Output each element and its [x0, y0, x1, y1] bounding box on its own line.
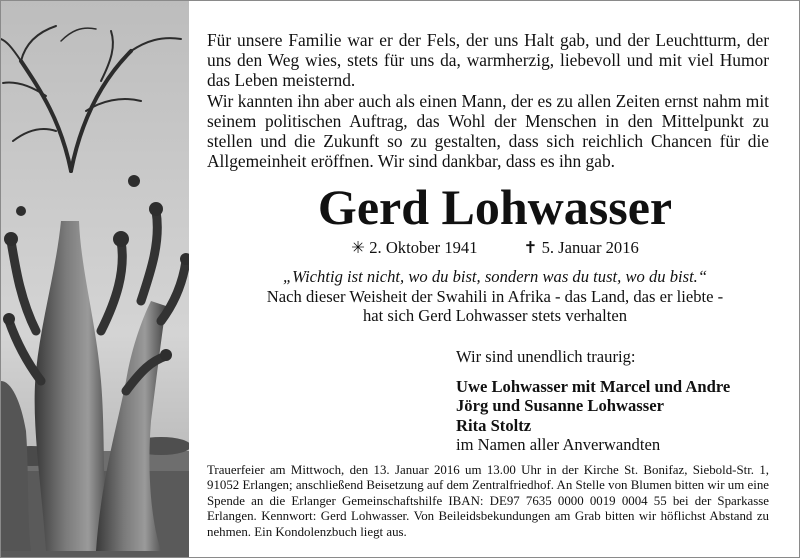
mourner-name: Uwe Lohwasser mit Marcel und Andre — [456, 376, 731, 396]
funeral-details: Trauerfeier am Mittwoch, den 13. Januar 2016 um 13.00 Uhr in der Kirche St. Bonifaz, Siebold-Str. 1, 91052 Erlangen; anschließend Beisetzung auf dem Zentralfriedhof. An Stelle von Blumen bitten wir um eine Spende an die Erlanger Gemeinschaftshilfe IBAN: DE97 7635 0000 0019 0004 55 bei der Sparkasse Erlangen. Kennwort: Gerd Lohwasser. Von Beileidsbekundungen am Grab bitten wir höflichst Abstand zu nehmen. Ein Kondolenzbuch liegt aus. — [207, 463, 769, 539]
death-date: ✝ 5. Januar 2016 — [523, 238, 639, 257]
birth-date: ✳ 2. Oktober 1941 — [351, 238, 478, 257]
mourners-block — [456, 347, 786, 455]
quote-text: „Wichtig ist nicht, wo du bist, sondern was du tust, wo du bist.“ — [282, 267, 708, 286]
mourner-name: Jörg und Susanne Lohwasser — [456, 396, 664, 416]
swahili-quote-block — [191, 267, 799, 326]
mourner-name: Rita Stoltz — [456, 415, 532, 435]
tribute-text — [207, 30, 769, 171]
baobab-tree-photo — [1, 1, 189, 557]
quote-line-2: hat sich Gerd Lohwasser stets verhalten — [362, 306, 628, 326]
mourners-lead: Wir sind unendlich traurig: — [456, 347, 636, 366]
tribute-paragraph-politics: Wir kannten ihn aber auch als einen Mann, der es zu allen Zeiten ernst nahm mit seinem politischen Auftrag, das Wohl der Menschen in den Mittelpunkt zu stellen und die Zukunft so zu gestalten, dass sich reichlich Chancen für die Allgemeinheit eröffnen. Wir sind dankbar, dass es ihn gab. — [207, 90, 769, 172]
life-dates — [191, 238, 799, 258]
quote-line-1: Nach dieser Weisheit der Swahili in Afrika - das Land, das er liebte - — [266, 286, 724, 306]
tribute-paragraph-family: Für unsere Familie war er der Fels, der uns Halt gab, und der Leuchtturm, der uns den Weg wies, stets für uns da, warmherzig, liebevoll und mit viel Humor das Leben meisternd. — [207, 30, 769, 91]
deceased-name: Gerd Lohwasser — [317, 179, 673, 235]
mourners-tail: im Namen aller Anverwandten — [456, 435, 661, 455]
